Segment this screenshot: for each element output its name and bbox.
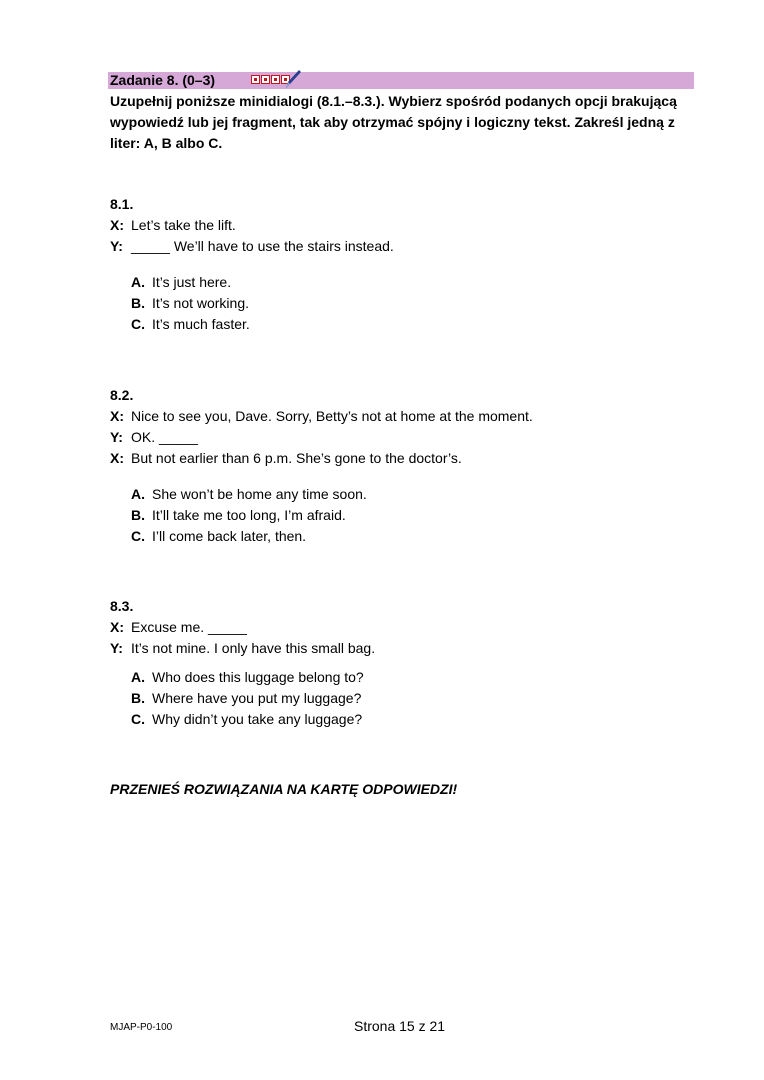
answer-option[interactable] — [131, 505, 346, 526]
speaker-label: Y: — [110, 429, 123, 445]
task-instructions: Uzupełnij poniższe minidialogi (8.1.–8.3.). Wybierz spośród podanych opcji brakującą wypowiedź lub jej fragment, tak aby otrzymać spójny i logiczny tekst. Zakreśl jedną z liter: A, B albo C. — [110, 93, 677, 151]
option-letter[interactable]: A. — [131, 486, 145, 502]
score-box — [271, 75, 280, 84]
exam-code: MJAP-P0-100 — [110, 1022, 173, 1033]
dialogue-line — [110, 617, 247, 638]
option-letter[interactable]: C. — [131, 316, 145, 332]
answer-option[interactable] — [131, 526, 306, 547]
dialogue-text: _____ We’ll have to use the stairs instead. — [131, 238, 394, 254]
answer-option[interactable] — [131, 293, 249, 314]
answer-option[interactable] — [131, 314, 250, 335]
dialogue-line — [110, 638, 375, 659]
dialogue-line — [110, 215, 236, 236]
option-text: Who does this luggage belong to? — [152, 669, 364, 685]
option-text: It’s not working. — [152, 295, 250, 311]
speaker-label: Y: — [110, 640, 123, 656]
option-letter[interactable]: B. — [131, 295, 145, 311]
option-text: Where have you put my luggage? — [152, 690, 362, 706]
dialogue-line — [110, 236, 394, 257]
option-letter[interactable]: B. — [131, 507, 145, 523]
speaker-label: Y: — [110, 238, 123, 254]
speaker-label: X: — [110, 217, 124, 233]
dialogue-line — [110, 448, 462, 469]
item-number: 8.2. — [110, 387, 134, 403]
dialogue-line — [110, 406, 533, 427]
dialogue-text: Excuse me. _____ — [131, 619, 247, 635]
answer-option[interactable] — [131, 709, 362, 730]
option-letter[interactable]: A. — [131, 669, 145, 685]
task-title: Zadanie 8. (0–3) — [110, 72, 216, 88]
option-text: It’s much faster. — [152, 316, 250, 332]
item-number: 8.1. — [110, 196, 134, 212]
dialogue-text: Let’s take the lift. — [131, 217, 236, 233]
speaker-label: X: — [110, 619, 124, 635]
option-text: It’ll take me too long, I’m afraid. — [152, 507, 346, 523]
answer-option[interactable] — [131, 667, 364, 688]
dialogue-line — [110, 427, 198, 448]
dialogue-text: But not earlier than 6 p.m. She’s gone to the doctor’s. — [131, 450, 462, 466]
answer-option[interactable] — [131, 272, 231, 293]
answer-option[interactable] — [131, 688, 361, 709]
option-text: It’s just here. — [152, 274, 232, 290]
speaker-label: X: — [110, 450, 124, 466]
option-text: Why didn’t you take any luggage? — [152, 711, 363, 727]
transfer-answers-note: PRZENIEŚ ROZWIĄZANIA NA KARTĘ ODPOWIEDZI! — [110, 781, 458, 797]
dialogue-text: It’s not mine. I only have this small bag. — [131, 640, 376, 656]
pen-icon — [283, 68, 303, 90]
score-box — [251, 75, 260, 84]
answer-option[interactable] — [131, 484, 367, 505]
dialogue-text: OK. _____ — [131, 429, 198, 445]
option-text: She won’t be home any time soon. — [152, 486, 367, 502]
option-letter[interactable]: B. — [131, 690, 145, 706]
option-letter[interactable]: A. — [131, 274, 145, 290]
score-box — [261, 75, 270, 84]
page-number: Strona 15 z 21 — [354, 1018, 446, 1034]
item-number: 8.3. — [110, 598, 134, 614]
option-letter[interactable]: C. — [131, 711, 145, 727]
speaker-label: X: — [110, 408, 124, 424]
dialogue-text: Nice to see you, Dave. Sorry, Betty’s not at home at the moment. — [131, 408, 533, 424]
option-text: I’ll come back later, then. — [152, 528, 307, 544]
option-letter[interactable]: C. — [131, 528, 145, 544]
